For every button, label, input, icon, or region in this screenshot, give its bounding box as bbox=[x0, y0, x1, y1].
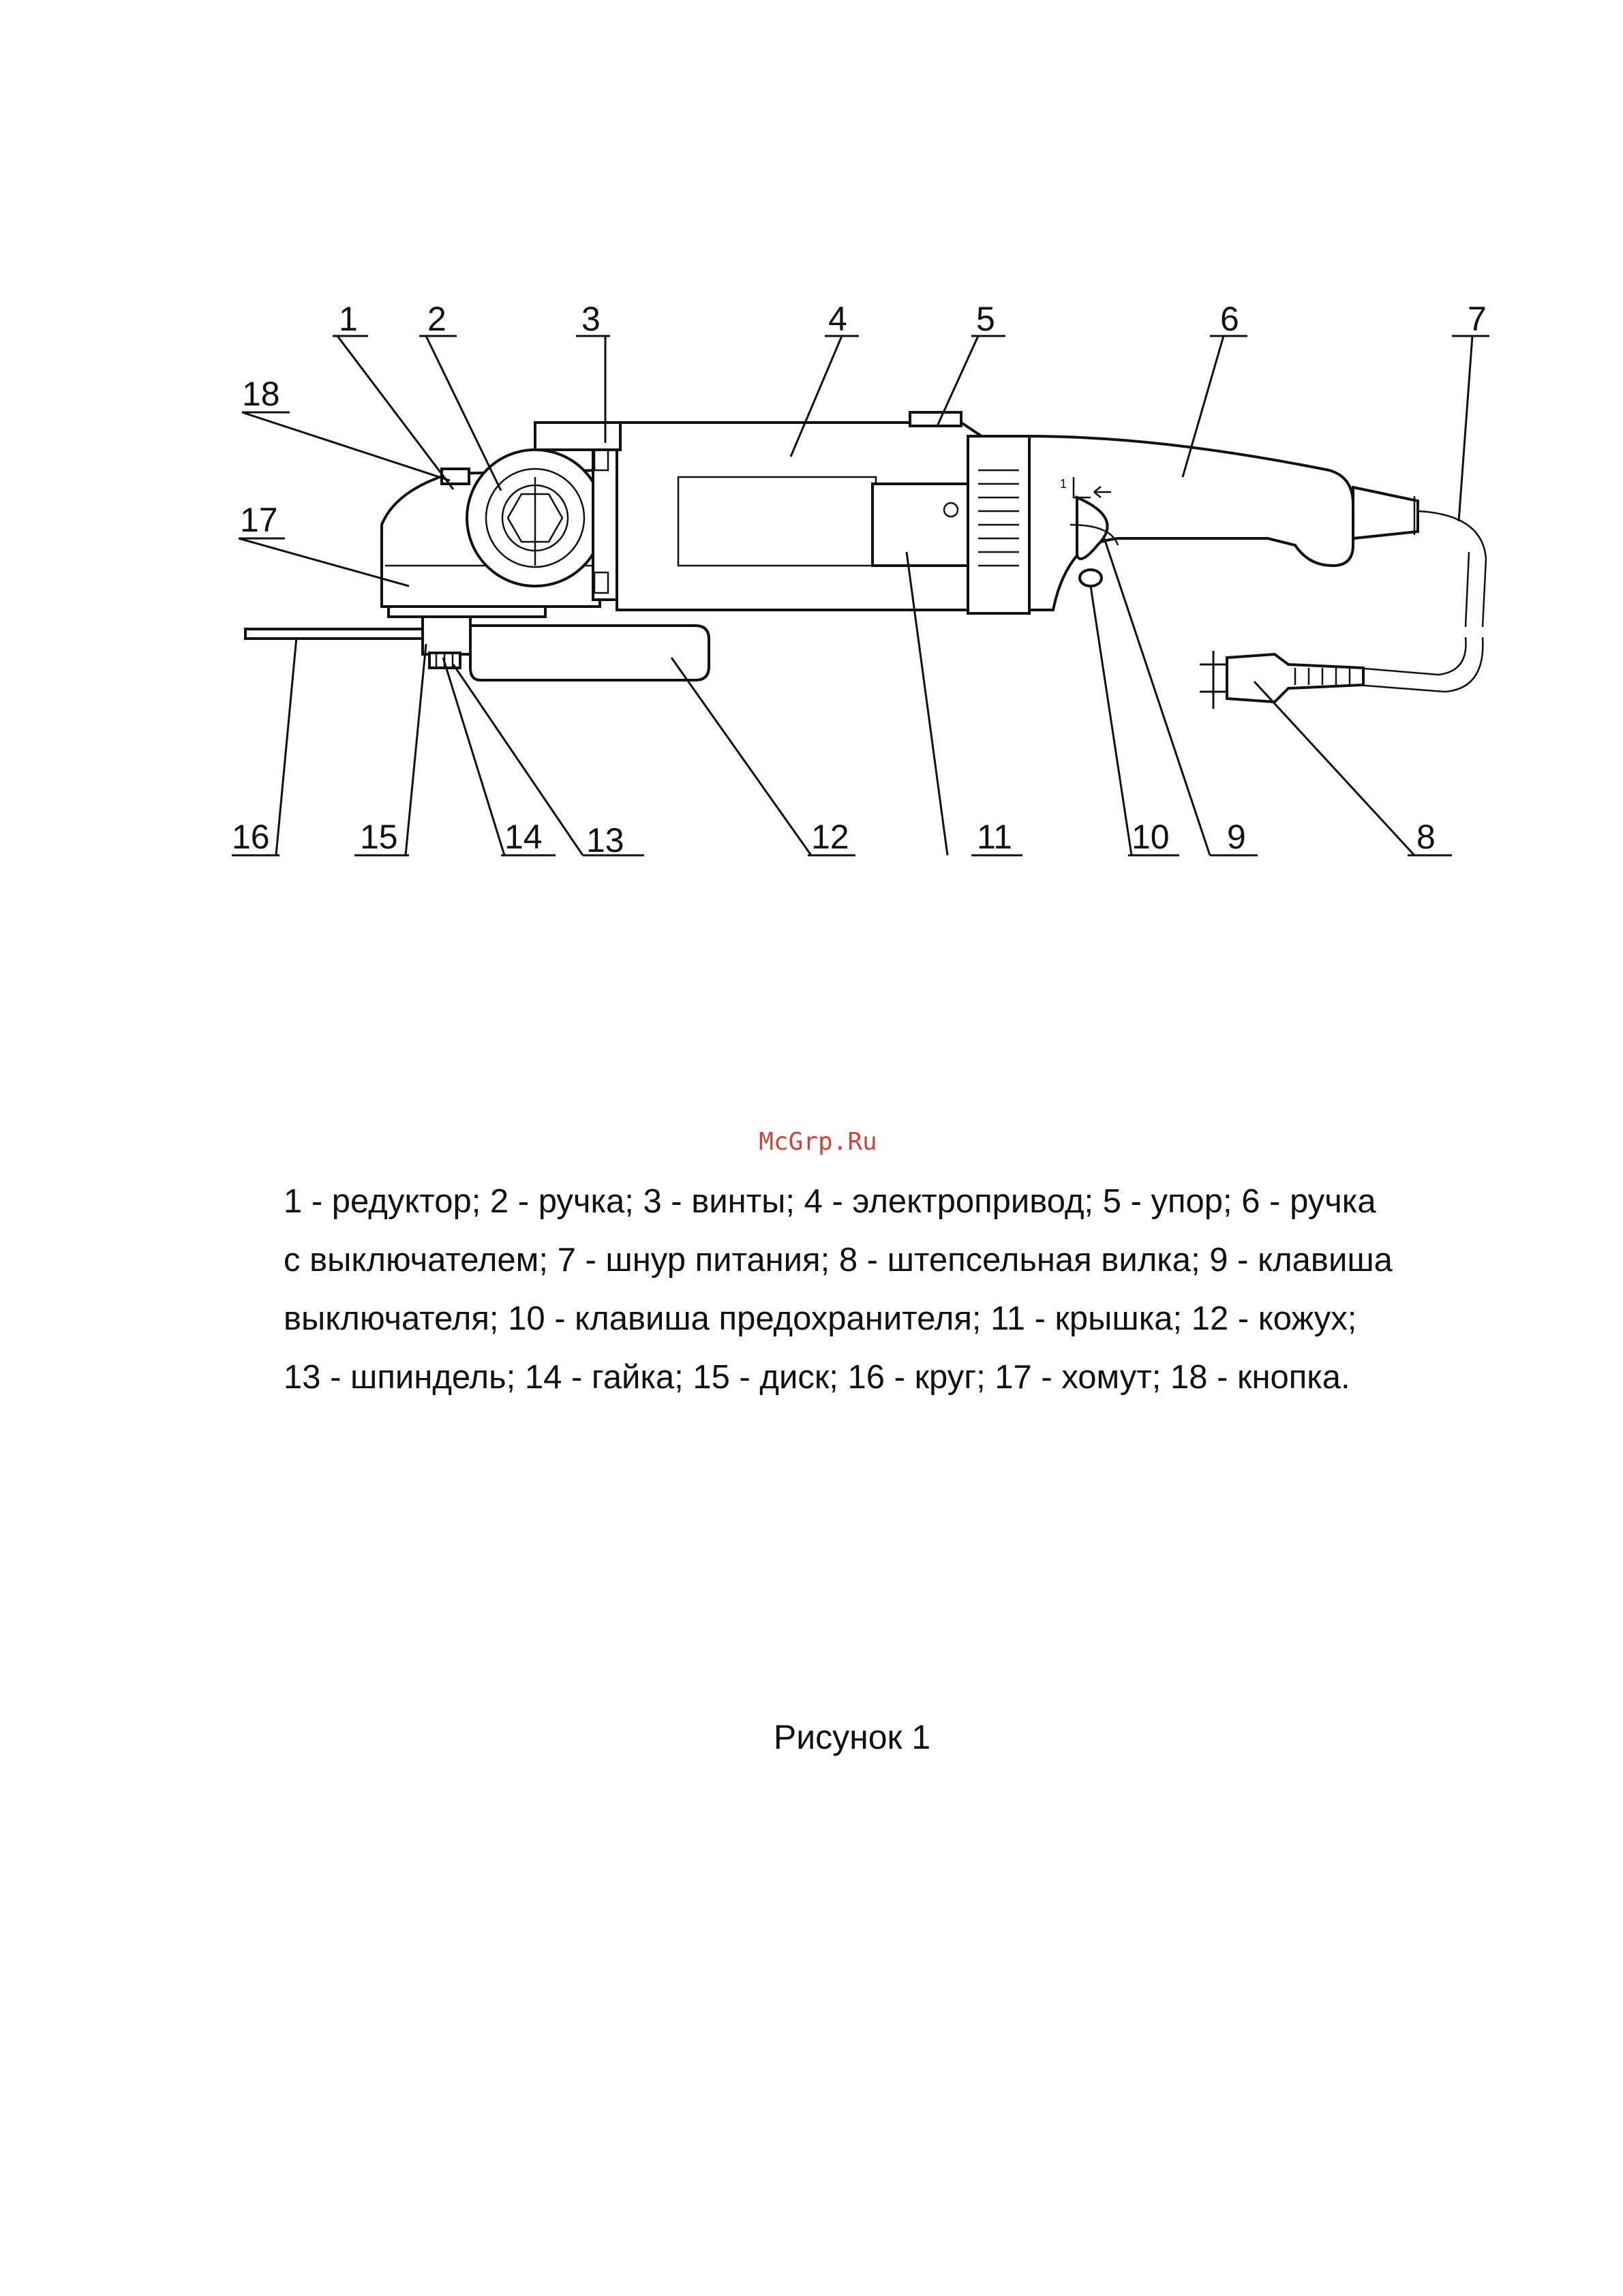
guard bbox=[470, 626, 709, 680]
flange bbox=[423, 617, 470, 654]
callout-5: 5 bbox=[976, 300, 995, 338]
callout-3: 3 bbox=[581, 300, 601, 338]
callout-2: 2 bbox=[427, 300, 446, 338]
lock-button bbox=[442, 469, 469, 484]
angle-grinder-diagram bbox=[0, 0, 1623, 954]
legend-line: 13 - шпиндель; 14 - гайка; 15 - диск; 16 - круг; 17 - хомут; 18 - кнопка. bbox=[284, 1359, 1350, 1396]
callout-10: 10 bbox=[1132, 818, 1170, 856]
callout-11: 11 bbox=[977, 818, 1012, 856]
callout-6: 6 bbox=[1220, 300, 1239, 338]
callout-13: 13 bbox=[586, 821, 624, 859]
parts-legend bbox=[284, 1172, 1481, 1407]
callout-15: 15 bbox=[360, 818, 398, 856]
legend-line: 1 - редуктор; 2 - ручка; 3 - винты; 4 - электропривод; 5 - упор; 6 - ручка bbox=[284, 1183, 1376, 1220]
figure-caption: Рисунок 1 bbox=[773, 1718, 931, 1756]
svg-text:1: 1 bbox=[1060, 477, 1067, 491]
watermark: McGrp.Ru bbox=[759, 1128, 877, 1156]
legend-line: с выключателем; 7 - шнур питания; 8 - штепсельная вилка; 9 - клавиша bbox=[284, 1242, 1393, 1279]
callout-4: 4 bbox=[828, 300, 847, 338]
callout-9: 9 bbox=[1227, 818, 1246, 856]
grinder-drawing bbox=[245, 412, 1486, 709]
callout-8: 8 bbox=[1416, 818, 1436, 856]
callout-1: 1 bbox=[339, 300, 358, 338]
legend-line: выключателя; 10 - клавиша предохранителя; 11 - крышка; 12 - кожух; bbox=[284, 1300, 1357, 1337]
callout-16: 16 bbox=[232, 818, 270, 856]
callout-18: 18 bbox=[242, 375, 280, 413]
power-cord bbox=[1418, 511, 1486, 627]
cord-relief bbox=[1353, 487, 1418, 538]
safety-key bbox=[1080, 570, 1102, 586]
callout-7: 7 bbox=[1468, 300, 1487, 338]
callout-17: 17 bbox=[240, 501, 278, 539]
callout-12: 12 bbox=[811, 818, 849, 856]
callout-14: 14 bbox=[504, 818, 543, 856]
stop bbox=[910, 412, 961, 426]
brush-cover bbox=[873, 484, 968, 566]
